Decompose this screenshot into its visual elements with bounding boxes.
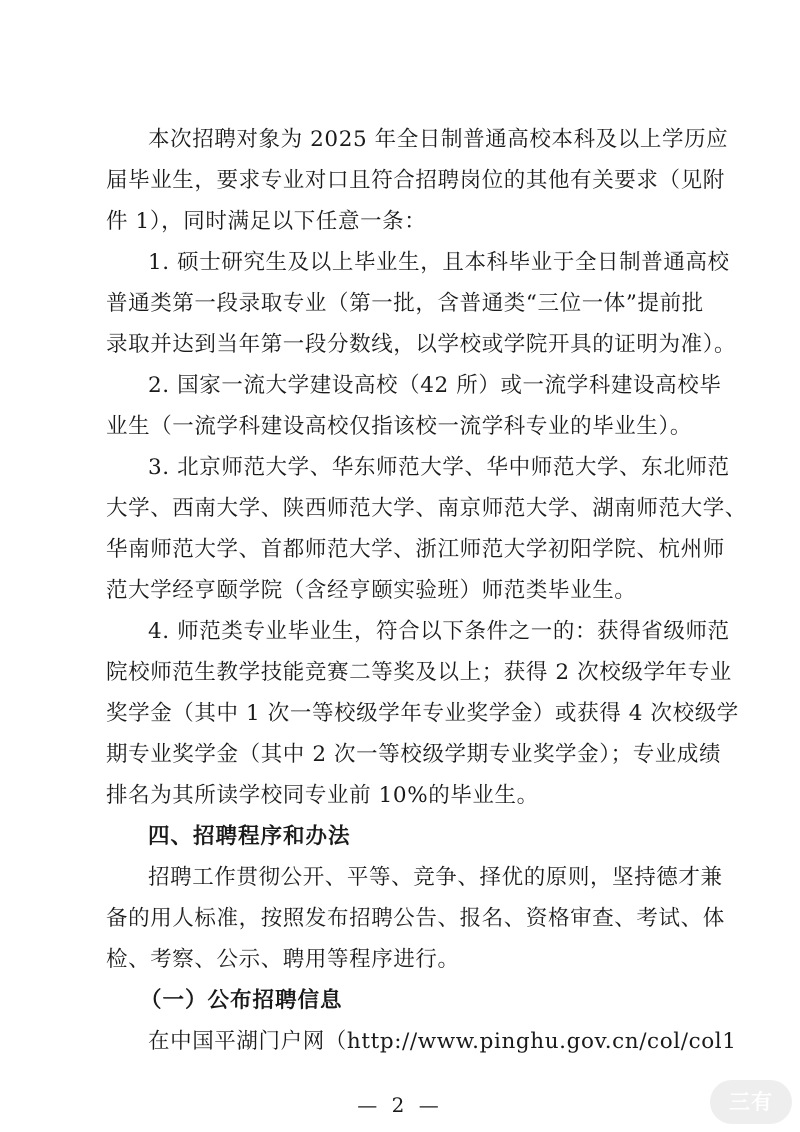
subsection-heading: （一）公布招聘信息 [140, 988, 343, 1013]
paragraph-line: 备的用人标准，按照发布招聘公告、报名、资格审查、考试、体 [106, 906, 725, 931]
paragraph-line: 在中国平湖门户网（http://www.pinghu.gov.cn/col/col1 [148, 1029, 737, 1054]
paragraph-line: 普通类第一段录取专业（第一批，含普通类“三位一体”提前批 [106, 291, 704, 316]
paragraph-line: 届毕业生，要求专业对口且符合招聘岗位的其他有关要求（见附 [106, 168, 725, 193]
paragraph-line: 3. 北京师范大学、华东师范大学、华中师范大学、东北师范 [148, 455, 730, 480]
paragraph-line: 检、考察、公示、聘用等程序进行。 [106, 947, 460, 972]
paragraph-line: 大学、西南大学、陕西师范大学、南京师范大学、湖南师范大学、 [106, 496, 747, 521]
paragraph-line: 华南师范大学、首都师范大学、浙江师范大学初阳学院、杭州师 [106, 537, 725, 562]
paragraph-line: 2. 国家一流大学建设高校（42 所）或一流学科建设高校毕 [148, 373, 722, 398]
page-number: — 2 — [357, 1093, 443, 1117]
paragraph-line: 件 1），同时满足以下任意一条： [106, 209, 427, 234]
paragraph-line: 业生（一流学科建设高校仅指该校一流学科专业的毕业生）。 [106, 414, 692, 439]
paragraph-line: 奖学金（其中 1 次一等校级学年专业奖学金）或获得 4 次校级学 [106, 701, 739, 726]
paragraph-line: 期专业奖学金（其中 2 次一等校级学期专业奖学金）；专业成绩 [106, 742, 722, 767]
paragraph-line: 排名为其所读学校同专业前 10%的毕业生。 [106, 783, 539, 808]
section-heading: 四、招聘程序和办法 [148, 824, 351, 849]
paragraph-line: 院校师范生教学技能竞赛二等奖及以上；获得 2 次校级学年专业 [106, 660, 732, 685]
watermark-logo: 三有 [710, 1080, 792, 1124]
paragraph-line: 本次招聘对象为 2025 年全日制普通高校本科及以上学历应 [148, 127, 729, 152]
paragraph-line: 4. 师范类专业毕业生，符合以下条件之一的：获得省级师范 [148, 619, 730, 644]
paragraph-line: 招聘工作贯彻公开、平等、竞争、择优的原则，坚持德才兼 [148, 865, 723, 890]
paragraph-line: 1. 硕士研究生及以上毕业生，且本科毕业于全日制普通高校 [148, 250, 730, 275]
paragraph-line: 录取并达到当年第一段分数线，以学校或学院开具的证明为准）。 [106, 332, 737, 357]
paragraph-line: 范大学经亨颐学院（含经亨颐实验班）师范类毕业生。 [106, 578, 637, 603]
